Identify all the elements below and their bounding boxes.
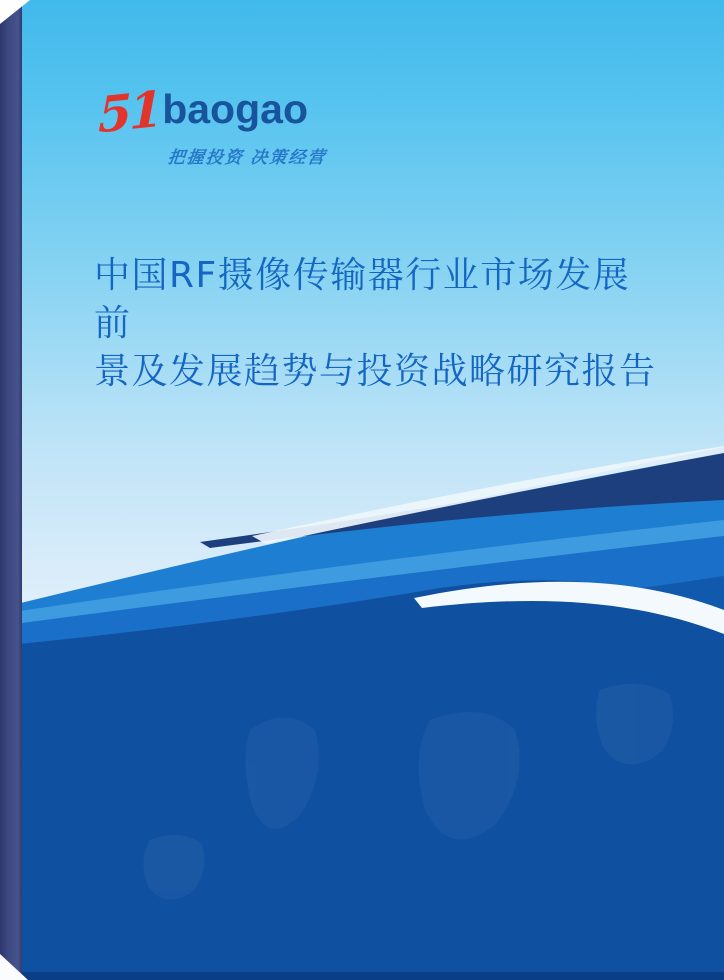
- logo-tagline: 把握投资 决策经营: [166, 148, 328, 167]
- wave-bottom-fill: [0, 580, 724, 980]
- report-title-line2: 景及发展趋势与投资战略研究报告: [94, 351, 657, 392]
- folded-corner-bottom-left: [0, 954, 28, 980]
- report-title: [94, 252, 659, 396]
- logo: [98, 79, 328, 168]
- wave-graphic: [0, 420, 724, 980]
- logo-wordmark: baogao: [162, 86, 308, 132]
- bottom-edge-strip: [0, 972, 724, 980]
- logo-51-icon: 51: [98, 79, 161, 145]
- folded-corner-top-left: [0, 0, 30, 24]
- left-spine-bar: [0, 0, 22, 980]
- report-title-line1: 中国RF摄像传输器行业市场发展前: [94, 255, 631, 344]
